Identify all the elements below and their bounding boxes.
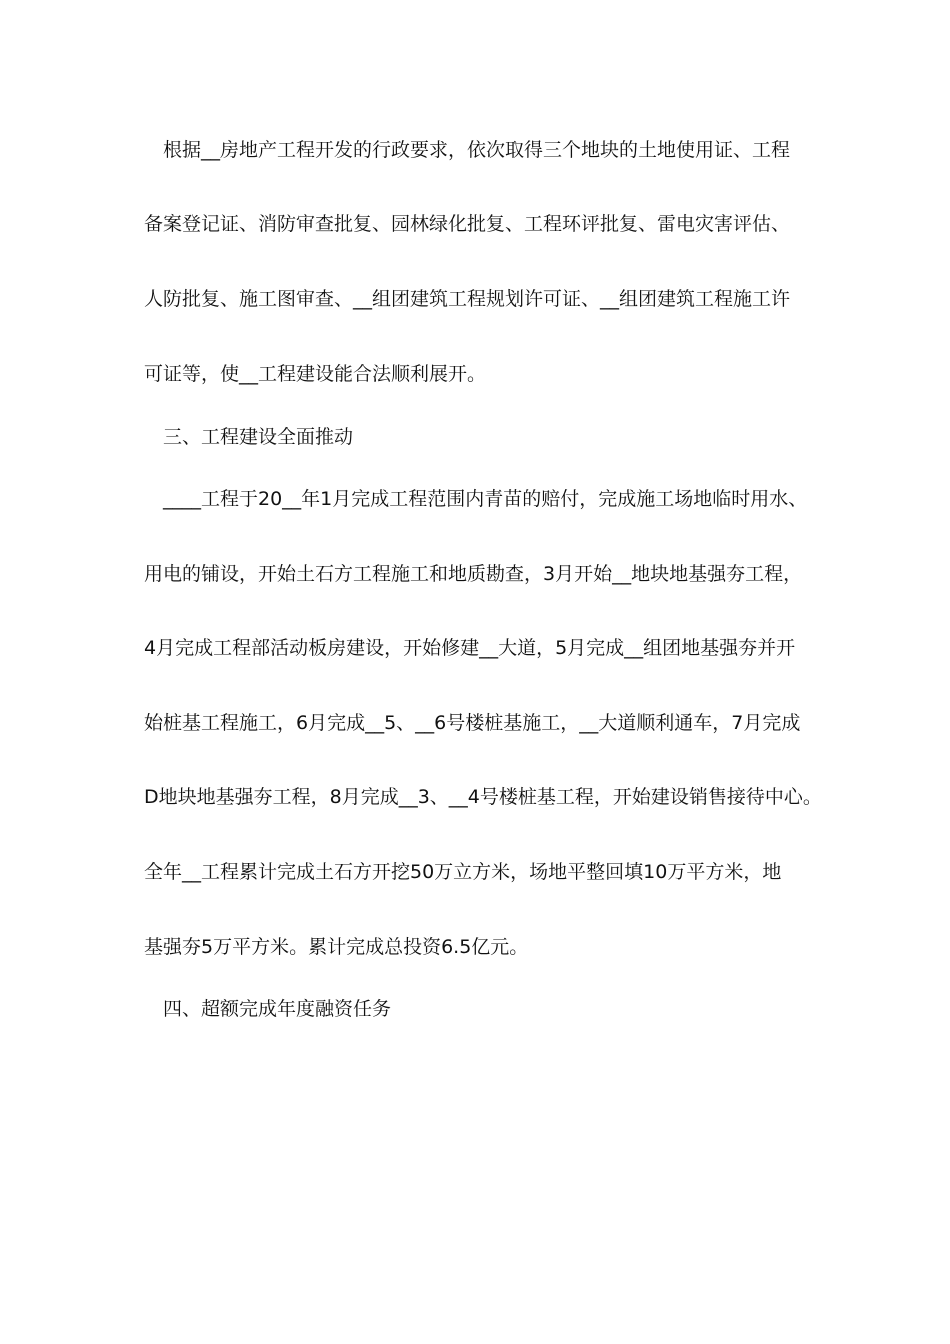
paragraph-line: ____工程于20__年1月完成工程范围内青苗的赔付，完成施工场地临时用水、: [163, 488, 808, 510]
paragraph-line: 人防批复、施工图审查、__组团建筑工程规划许可证、__组团建筑工程施工许: [144, 288, 791, 310]
paragraph-line: 全年__工程累计完成土石方开挖50万立方米，场地平整回填10万平方米，地: [144, 861, 782, 883]
paragraph-line: 根据__房地产工程开发的行政要求，依次取得三个地块的土地使用证、工程: [163, 139, 791, 161]
paragraph-line: 基强夯5万平方米。累计完成总投资6.5亿元。: [144, 936, 529, 958]
section-heading: 三、工程建设全面推动: [163, 426, 354, 448]
section-heading: 四、超额完成年度融资任务: [163, 998, 392, 1020]
paragraph-line: 4月完成工程部活动板房建设，开始修建__大道，5月完成__组团地基强夯并开: [144, 637, 796, 659]
paragraph-line: 始桩基工程施工，6月完成__5、__6号楼桩基施工，__大道顺利通车，7月完成: [144, 712, 801, 734]
paragraph-line: 用电的铺设，开始土石方工程施工和地质勘查，3月开始__地块地基强夯工程，: [144, 563, 803, 585]
paragraph-line: D地块地基强夯工程，8月完成__3、__4号楼桩基工程，开始建设销售接待中心。: [144, 786, 822, 808]
paragraph-line: 备案登记证、消防审查批复、园林绿化批复、工程环评批复、雷电灾害评估、: [144, 213, 791, 235]
paragraph-line: 可证等，使__工程建设能合法顺利展开。: [144, 363, 487, 385]
